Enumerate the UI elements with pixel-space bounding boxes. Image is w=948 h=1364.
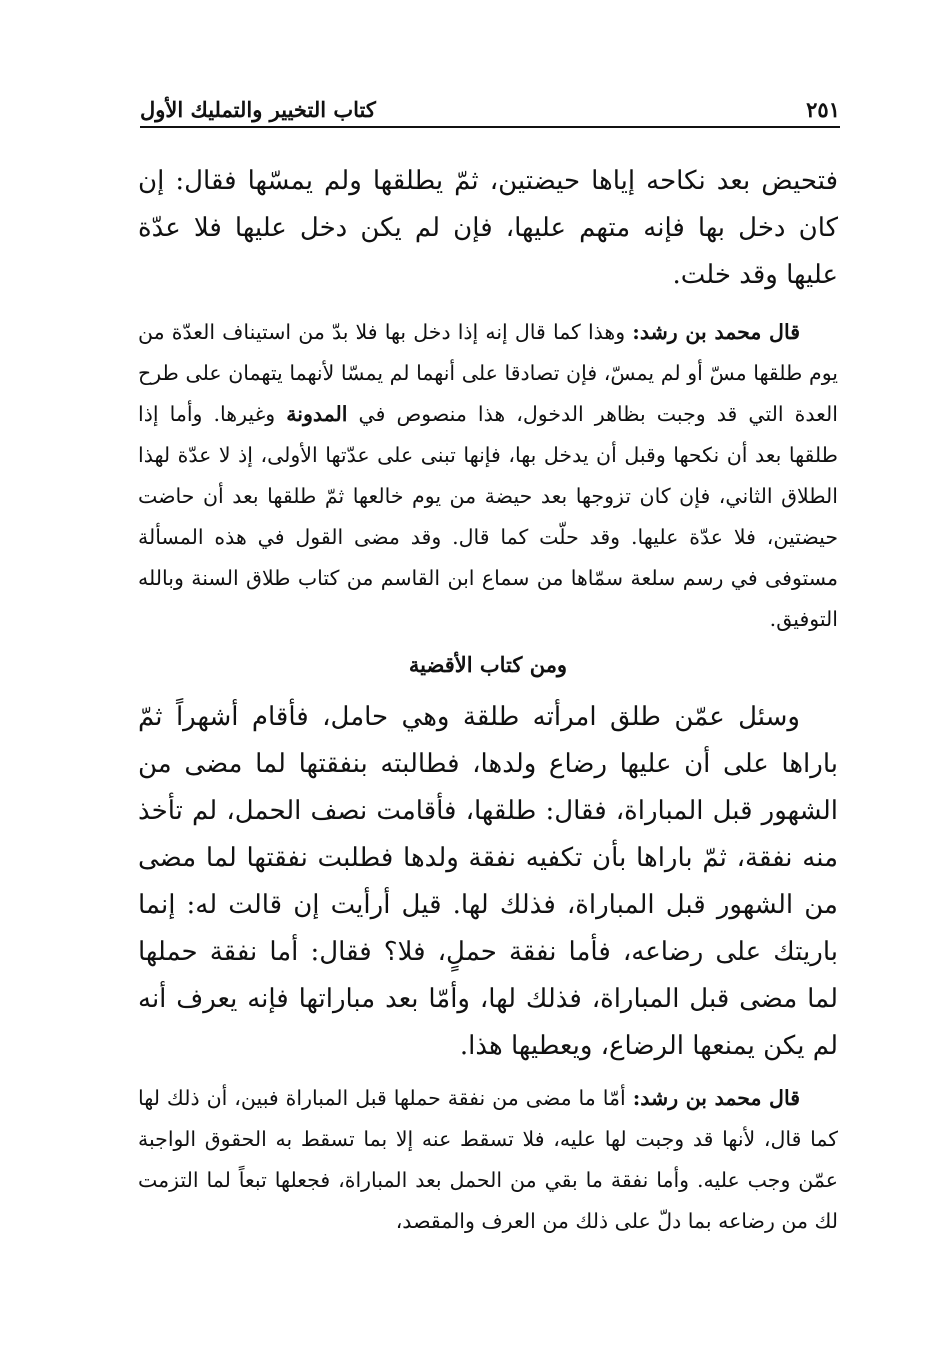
paragraph-text: فتحيض بعد نكاحه إياها حيضتين، ثمّ يطلقها ولم يمسّها فقال: إن كان دخل بها فإنه متهم عليها، فإن لم يكن دخل عليها فلا عدّة عليها وقد خلت. xyxy=(138,166,838,290)
page-body xyxy=(138,158,838,1242)
commentator-label: قال محمد بن رشد: xyxy=(632,320,800,344)
commentary-paragraph xyxy=(138,1078,838,1242)
paragraph-text: وهذا كما قال إنه إذا دخل بها فلا بدّ من استيناف العدّة من يوم طلقها مسّ أو لم يمسّ، فإن تصادقا على أنهما لم يمسّا لأنهما يتهمان على طرح العدة التي قد وجبت بظاهر الدخول، هذا منصوص في xyxy=(138,320,838,426)
running-title: كتاب التخيير والتمليك الأول xyxy=(140,97,376,122)
section-heading: ومن كتاب الأقضية xyxy=(408,652,568,677)
commentary-paragraph xyxy=(138,312,838,640)
paragraph-text: أمّا ما مضى من نفقة حملها قبل المباراة فبين، أن ذلك لها كما قال، لأنها قد وجبت لها عليه، فلا تسقط عنه إلا بما تسقط به الحقوق الواجبة عمّن وجب عليه. وأما نفقة ما بقي من الحمل بعد المباراة، فجعلها تبعاً لما التزمت لك من رضاعه بما دلّ على ذلك من العرف والمقصد، xyxy=(138,1086,838,1233)
page-number: ٢٥١ xyxy=(806,97,840,122)
paragraph-text: وسئل عمّن طلق امرأته طلقة وهي حامل، فأقام أشهراً ثمّ باراها على أن عليها رضاع ولدها، فطالبته بنفقتها لما مضى من الشهور قبل المباراة، فقال: طلقها، فأقامت نصف الحمل، لم تأخذ منه نفقة، ثمّ باراها بأن تكفيه نفقة ولدها فطلبت نفقتها لما مضى من الشهور قبل المباراة، فذلك لها. قيل أرأيت إن قالت له: إنما باريتك على رضاعه، فأما نفقة حملٍ، فلا؟ فقال: أما نفقة حملها لما مضى قبل المباراة، فذلك لها، وأمّا بعد مباراتها فإنه يعرف أنه لم يكن يمنعها الرضاع، ويعطيها هذا. xyxy=(138,702,838,1061)
page-header xyxy=(140,88,840,128)
paragraph-text: وغيرها. وأما إذا طلقها بعد أن نكحها وقبل أن يدخل بها، فإنها تبنى على عدّتها الأولى، إذ لا عدّة لهذا الطلاق الثاني، فإن كان تزوجها بعد حيضة من يوم خالعها ثمّ طلقها بعد أن حاضت حيضتين، فلا عدّة عليها. وقد حلّت كما قال. وقد مضى القول في هذه المسألة مستوفى في رسم سلعة سمّاها من سماع ابن القاسم من كتاب طلاق السنة وبالله التوفيق. xyxy=(138,402,838,631)
paragraph-continuation xyxy=(138,158,838,299)
question-paragraph xyxy=(138,694,838,1070)
book-reference: المدونة xyxy=(286,402,348,426)
commentator-label: قال محمد بن رشد: xyxy=(632,1086,800,1110)
